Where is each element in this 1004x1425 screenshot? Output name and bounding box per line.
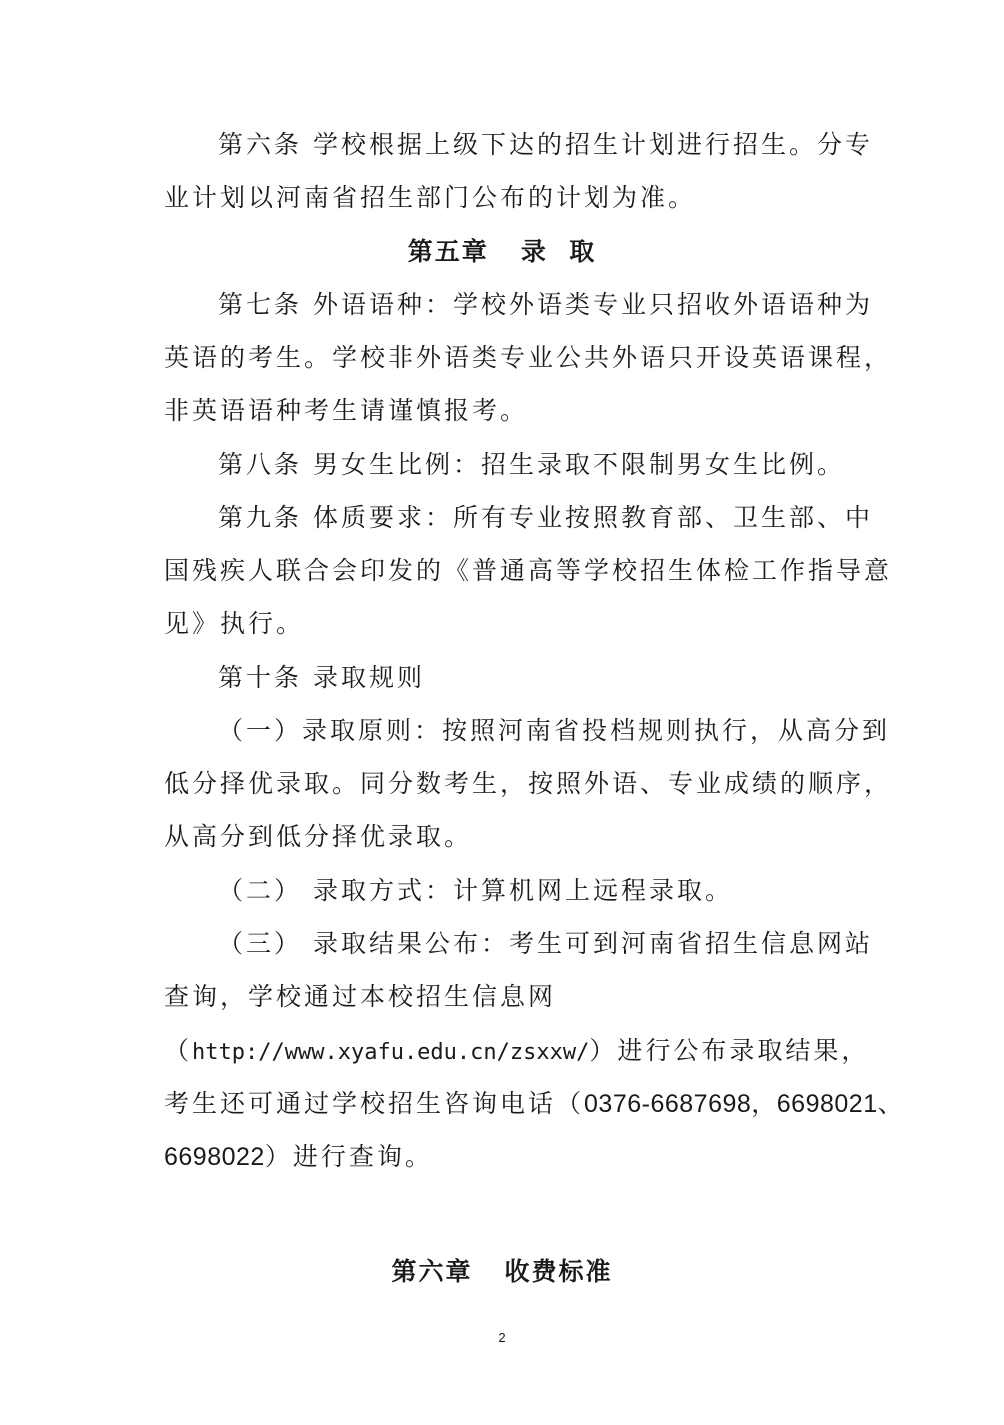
article-10-title: 第十条 录取规则 xyxy=(218,663,425,692)
paren-open: （ xyxy=(164,1036,193,1065)
article-7-line-2: 英语的考生。学校非外语类专业公共外语只开设英语课程， xyxy=(164,343,893,372)
admission-results-line-5-rest: ）进行查询。 xyxy=(264,1142,433,1171)
article-7-line-3: 非英语语种考生请谨慎报考。 xyxy=(164,396,529,425)
phone-numbers: 0376-6687698，6698021、 xyxy=(584,1090,904,1118)
article-9-line-1: 第九条 体质要求：所有专业按照教育部、卫生部、中 xyxy=(218,503,873,532)
article-8-line-1: 第八条 男女生比例：招生录取不限制男女生比例。 xyxy=(218,450,845,479)
page-number: 2 xyxy=(498,1330,506,1345)
article-6-line-2: 业计划以河南省招生部门公布的计划为准。 xyxy=(164,183,697,212)
article-6-line-1: 第六条 学校根据上级下达的招生计划进行招生。分专 xyxy=(218,130,873,159)
admission-results-line-5 xyxy=(164,1142,854,1172)
chapter-5-heading: 第五章 录 取 xyxy=(407,237,597,266)
admission-results-line-4 xyxy=(164,1089,904,1119)
admission-principle-line-1: （一）录取原则：按照河南省投档规则执行，从高分到 xyxy=(218,716,891,745)
phone-intro-text: 考生还可通过学校招生咨询电话（ xyxy=(164,1089,585,1118)
admission-method-line-1: （二） 录取方式：计算机网上远程录取。 xyxy=(218,876,733,905)
admission-principle-line-2: 低分择优录取。同分数考生，按照外语、专业成绩的顺序， xyxy=(164,769,893,798)
admission-results-line-3 xyxy=(164,1036,870,1068)
article-7-line-1: 第七条 外语语种：学校外语类专业只招收外语语种为 xyxy=(218,290,873,319)
admission-results-line-3-rest: ）进行公布录取结果， xyxy=(589,1036,870,1065)
article-9-line-2: 国残疾人联合会印发的《普通高等学校招生体检工作指导意 xyxy=(164,556,893,585)
admission-website-link[interactable]: http://www.xyafu.edu.cn/zsxxw/ xyxy=(192,1040,590,1065)
article-9-line-3: 见》执行。 xyxy=(164,609,305,638)
admission-results-line-1: （三） 录取结果公布：考生可到河南省招生信息网站 xyxy=(218,929,873,958)
admission-results-line-2: 查询，学校通过本校招生信息网 xyxy=(164,982,557,1011)
phone-number-last: 6698022 xyxy=(164,1143,265,1171)
chapter-6-heading: 第六章 收费标准 xyxy=(391,1257,613,1286)
admission-principle-line-3: 从高分到低分择优录取。 xyxy=(164,822,473,851)
